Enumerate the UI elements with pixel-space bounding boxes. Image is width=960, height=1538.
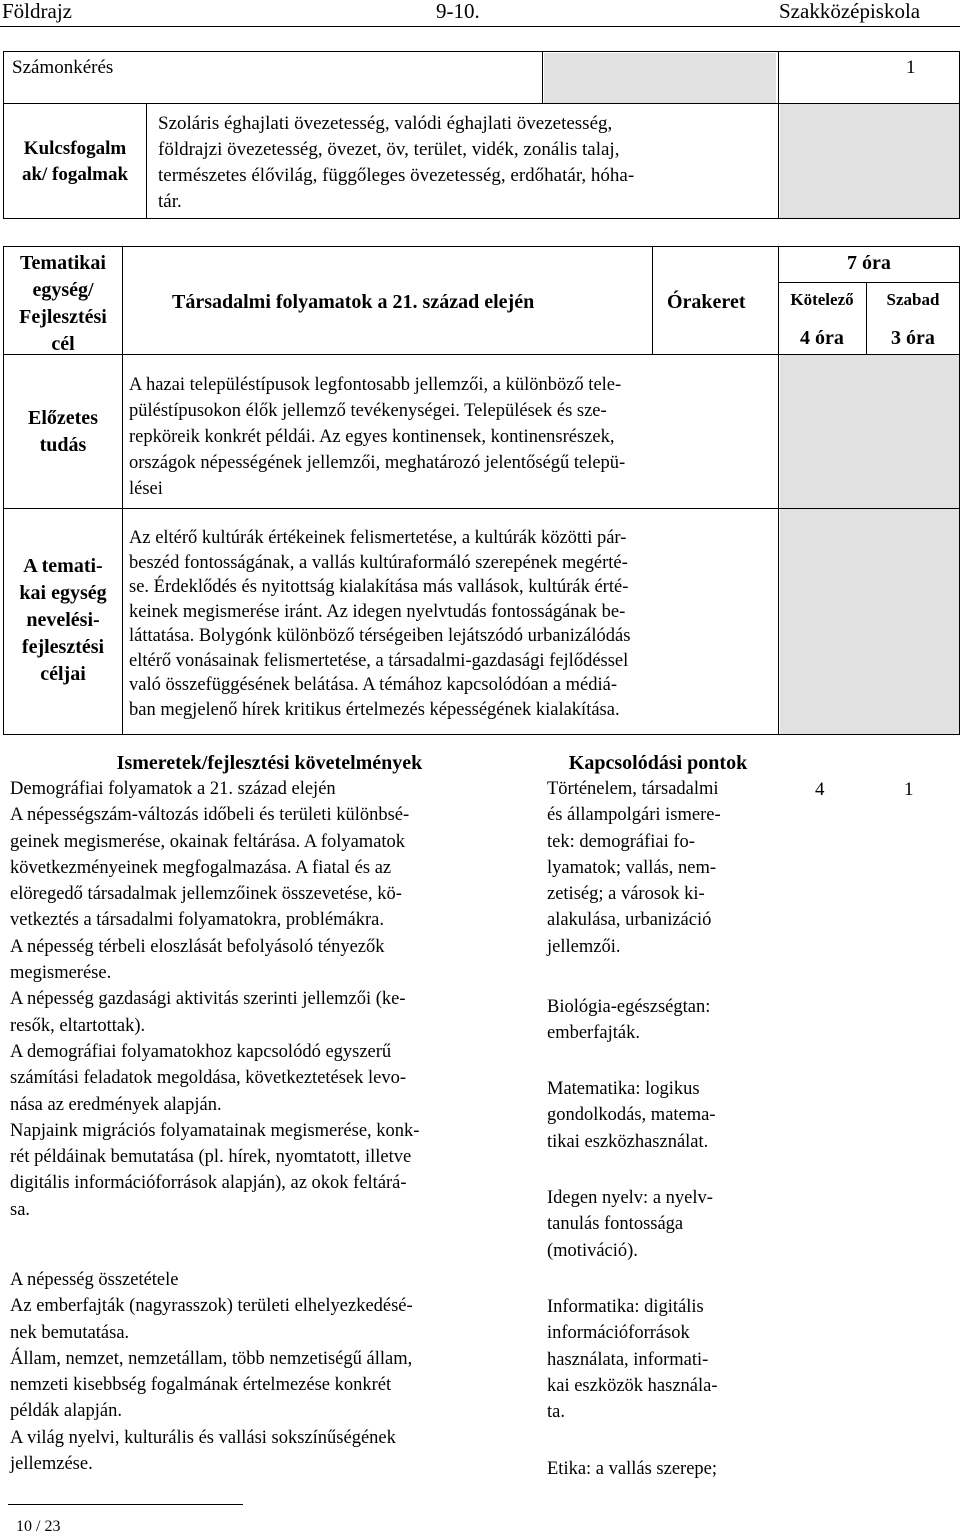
hours-kotelezo: 4 — [815, 779, 825, 800]
celjai-text: Az eltérő kultúrák értékeinek felismertetése, a kultúrák közötti pár- beszéd fontosságának, a vallás kultúraformáló szerepének megérté- se. Érdeklődés és nyitottság kialakítása más vallások, kultúrák érté- keinek megismerése iránt. Az idegen nyelvtudás fontosságának be- láttatása. Bolygónk különböző térségeiben lejátszódó urbanizálódás eltérő vonásainak felismertetése, a társadalmi-gazdasági fejlődéssel való összefüggésének belátása. A témához kapcsolódóan a médiá- ban megjelenő hírek kritikus értelmezés képességének kialakítása. — [129, 528, 631, 720]
kapcsolodasi-biologia: Biológia-egészségtan: emberfajták. — [547, 997, 711, 1044]
shaded-cell — [544, 53, 776, 104]
footer-rule — [8, 1504, 243, 1505]
subject-header: Földrajz — [2, 0, 72, 23]
header-rule — [0, 26, 960, 27]
elozetes-label: Előzetes tudás — [28, 407, 98, 456]
total-hours: 7 óra — [847, 252, 891, 274]
kulcsfogalmak-text: Szoláris éghajlati övezetesség, valódi éghajlati övezetesség, földrajzi övezetesség, övezet, öv, terület, vidék, zonális talaj, természetes élővilág, függőleges övezetesség, erdőhatár, hóha- tár. — [158, 113, 635, 212]
kotelezo-label: Kötelező — [790, 290, 854, 309]
ismeretek-header: Ismeretek/fejlesztési követelmények — [116, 752, 423, 774]
orakeret-label: Órakeret — [667, 291, 746, 313]
kulcsfogalmak-label: Kulcsfogalm ak/ fogalmak — [21, 138, 129, 185]
kapcsolodasi-idegen-nyelv: Idegen nyelv: a nyelv- tanulás fontossága (motiváció). — [547, 1188, 713, 1261]
kapcsolodasi-matematika: Matematika: logikus gondolkodás, matema- tikai eszközhasználat. — [547, 1079, 716, 1152]
tematikai-label: Tematikai egység/ Fejlesztési cél — [19, 252, 107, 355]
ismeretek-block-osszetetel: A népesség összetétele Az emberfajták (nagyrasszok) területi elhelyezkedésé- nek bemutatása. Állam, nemzet, nemzetállam, több nemzetiségű állam, nemzeti kisebbség fogalmának értelmezése konkrét példák alapján. A világ nyelvi, kulturális és vallási sokszínűségének jellemzése. — [10, 1270, 413, 1475]
kapcsolodasi-informatika: Informatika: digitális információforrások használata, informati- kai eszközök használa- ta. — [547, 1297, 718, 1423]
ismeretek-block-demografia: Demográfiai folyamatok a 21. század elején A népességszám-változás időbeli és területi különbsé- geinek megismerése, okainak feltárása. A folyamatok következményeinek megfogalmazása. A fiatal és az elöregedő társadalmak jellemzőinek összevetése, kö- vetkeztés a társadalmi folyamatokra, problémákra. A népesség térbeli eloszlását befolyásoló tényezők megismerése. A népesség gazdasági aktivitás szerinti jellemzői (ke- resők, eltartottak). A demográfiai folyamatokhoz kapcsolódó egyszerű számítási feladatok megoldása, következtetések levo- nása az eredmények alapján. Napjaink migrációs folyamatainak megismerése, konk- rét példáinak bemutatása (pl. hírek, nyomtatott, illetve digitális információforrások alapján), az okok feltárá- sa. — [10, 779, 420, 1220]
tematikai-title: Társadalmi folyamatok a 21. század elején — [172, 291, 535, 313]
szabad-value: 3 óra — [891, 327, 935, 349]
szamonkeres-value: 1 — [906, 57, 916, 78]
celjai-label: A temati- kai egység nevelési- fejlesztési céljai — [19, 555, 107, 685]
szamonkeres-label: Számonkérés — [12, 57, 114, 78]
elozetes-text: A hazai településtípusok legfontosabb jellemzői, a különböző tele- püléstípusokon élők jellemző tevékenységei. Települések és sze- repköreik konkrét példái. Az egyes kontinensek, kontinensrészek, országok népességének jellemzői, meghatározó jelentőségű telepü- lései — [129, 375, 626, 499]
kapcsolodasi-header: Kapcsolódási pontok — [568, 752, 748, 774]
shaded-cell — [780, 104, 960, 219]
shaded-cell — [780, 355, 960, 735]
kotelezo-value: 4 óra — [800, 327, 844, 349]
grade-header: 9-10. — [436, 0, 480, 23]
page-number: 10 / 23 — [16, 1518, 61, 1535]
kapcsolodasi-etika: Etika: a vallás szerepe; — [547, 1459, 718, 1479]
szabad-label: Szabad — [886, 290, 940, 309]
kapcsolodasi-tortenelem: Történelem, társadalmi és állampolgári ismere- tek: demográfiai fo- lyamatok; vallás, nem- zetiség; a városok ki- alakulása, urbanizáció jellemzői. — [547, 779, 721, 957]
school-type-header: Szakközépiskola — [779, 0, 921, 23]
hours-szabad: 1 — [904, 779, 914, 800]
